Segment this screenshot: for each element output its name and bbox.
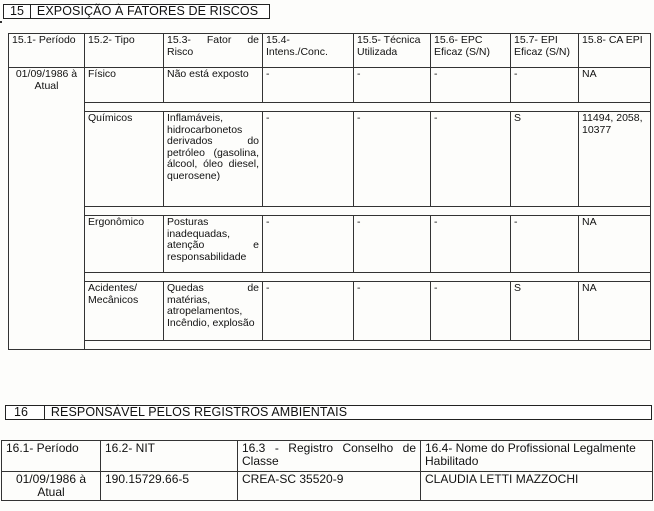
cell-tipo: Acidentes/ Mecânicos xyxy=(85,282,164,341)
header-periodo: 16.1- Período xyxy=(2,441,101,472)
cell-intens: - xyxy=(263,282,354,341)
header-ca: 15.8- CA EPI xyxy=(579,34,651,68)
section-15-number: 15 xyxy=(4,5,31,18)
cell-nome: CLAUDIA LETTI MAZZOCHI xyxy=(421,472,653,501)
table-row xyxy=(9,112,651,207)
table-row xyxy=(2,472,653,501)
cell-periodo: 01/09/1986 à Atual xyxy=(9,68,85,350)
header-fator: 15.3- Fator de Risco xyxy=(164,34,263,68)
spacer-row xyxy=(9,103,651,112)
cell-epi: - xyxy=(511,216,579,273)
cell-intens: - xyxy=(263,68,354,103)
spacer-row xyxy=(9,341,651,350)
cell-tecnica: - xyxy=(354,282,431,341)
cell-epc: - xyxy=(431,282,511,341)
cell-intens: - xyxy=(263,112,354,207)
header-epi: 15.7- EPI Eficaz (S/N) xyxy=(511,34,579,68)
cell-ca: NA xyxy=(579,216,651,273)
header-registro: 16.3 - Registro Conselho de Classe xyxy=(238,441,421,472)
table-header-row xyxy=(2,441,653,472)
cell-periodo: 01/09/1986 à Atual xyxy=(2,472,101,501)
cell-ca: 11494, 2058, 10377 xyxy=(579,112,651,207)
cell-ca: NA xyxy=(579,282,651,341)
table-row xyxy=(9,68,651,103)
stray-mark xyxy=(0,21,2,23)
cell-fator: Não está exposto xyxy=(164,68,263,103)
header-nome: 16.4- Nome do Profissional Legalmente Habilitado xyxy=(421,441,653,472)
header-epc: 15.6- EPC Eficaz (S/N) xyxy=(431,34,511,68)
section-15-title: EXPOSIÇÃO À FATORES DE RISCOS xyxy=(36,4,259,18)
table-header-row xyxy=(9,34,651,68)
cell-epi: - xyxy=(511,68,579,103)
section-16-header xyxy=(5,405,652,420)
cell-ca: NA xyxy=(579,68,651,103)
cell-epc: - xyxy=(431,68,511,103)
cell-epi: S xyxy=(511,282,579,341)
header-nit: 16.2- NIT xyxy=(101,441,238,472)
spacer-row xyxy=(9,207,651,216)
risk-exposure-table xyxy=(8,33,651,350)
cell-nit: 190.15729.66-5 xyxy=(101,472,238,501)
table-row xyxy=(9,216,651,273)
header-tipo: 15.2- Tipo xyxy=(85,34,164,68)
header-periodo: 15.1- Período xyxy=(9,34,85,68)
cell-tecnica: - xyxy=(354,216,431,273)
responsible-table xyxy=(1,440,653,501)
cell-epi: S xyxy=(511,112,579,207)
table-row xyxy=(9,282,651,341)
cell-epc: - xyxy=(431,112,511,207)
header-intens: 15.4- Intens./Conc. xyxy=(263,34,354,68)
cell-tecnica: - xyxy=(354,68,431,103)
cell-fator: Inflamáveis, hidrocarbonetos derivados do petróleo (gasolina, álcool, óleo diesel, querosene) xyxy=(164,112,263,207)
cell-tipo: Físico xyxy=(85,68,164,103)
cell-epc: - xyxy=(431,216,511,273)
header-tecnica: 15.5- Técnica Utilizada xyxy=(354,34,431,68)
cell-registro: CREA-SC 35520-9 xyxy=(238,472,421,501)
cell-tecnica: - xyxy=(354,112,431,207)
cell-fator: Posturas inadequadas, atenção e responsabilidade xyxy=(164,216,263,273)
spacer-row xyxy=(9,273,651,282)
cell-fator: Quedas de matérias, atropelamentos, Incêndio, explosão xyxy=(164,282,263,341)
cell-tipo: Ergonômico xyxy=(85,216,164,273)
section-15-header xyxy=(3,4,270,19)
section-16-title: RESPONSÁVEL PELOS REGISTROS AMBIENTAIS xyxy=(50,405,348,419)
cell-intens: - xyxy=(263,216,354,273)
cell-tipo: Químicos xyxy=(85,112,164,207)
section-16-number: 16 xyxy=(6,406,45,419)
